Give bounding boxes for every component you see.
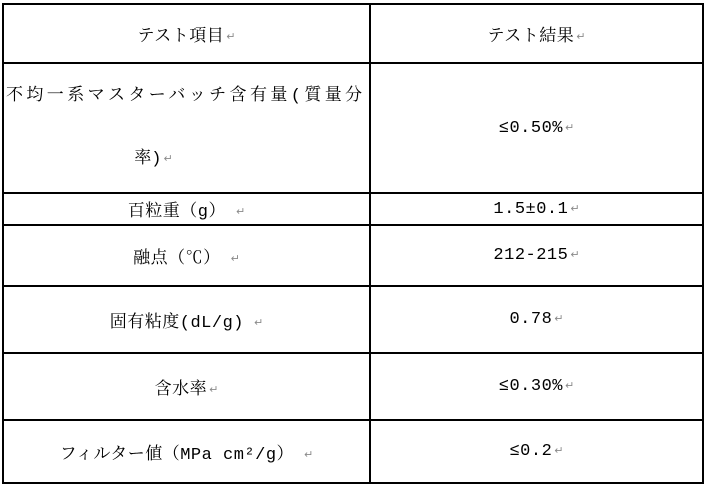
item-cell-masterbatch (3, 63, 370, 193)
filter-value-result-value: ≤0.2 (509, 442, 553, 461)
paragraph-mark-icon: ↵ (230, 251, 240, 265)
melting-point-item-label: 融点（℃） (133, 249, 221, 269)
paragraph-mark-icon: ↵ (565, 379, 575, 392)
header-test-result-label: テスト結果 (487, 27, 575, 47)
intrinsic-viscosity-result-value: 0.78 (509, 310, 553, 329)
masterbatch-item-line2: 率) ↵ (134, 149, 173, 169)
item-cell-intrinsic-viscosity (3, 286, 370, 353)
result-cell-hundred-grain-weight (370, 193, 703, 225)
result-cell-masterbatch (370, 63, 703, 193)
table-row-masterbatch (3, 63, 703, 193)
filter-value-item-label: フィルター値（MPa cm²/g） (59, 445, 295, 465)
result-cell-intrinsic-viscosity (370, 286, 703, 353)
water-content-item-label: 含水率 (154, 380, 208, 400)
header-test-item-label: テスト項目 (137, 27, 225, 47)
paragraph-mark-icon: ↵ (254, 315, 264, 329)
melting-point-result-value: 212-215 (493, 246, 569, 265)
result-cell-melting-point (370, 225, 703, 286)
masterbatch-item-line1: 不均一系マスターバッチ含有量(質量分 (6, 86, 366, 106)
table-row-water-content (3, 353, 703, 420)
table-header-row (3, 4, 703, 63)
table-row-melting-point (3, 225, 703, 286)
hundred-grain-weight-item-label: 百粒重（g） (127, 203, 226, 222)
paragraph-mark-icon: ↵ (554, 312, 564, 325)
table-row-hundred-grain-weight (3, 193, 703, 225)
paragraph-mark-icon: ↵ (554, 444, 564, 457)
header-cell-test-result (370, 4, 703, 63)
intrinsic-viscosity-item-label: 固有粘度(dL/g) (109, 313, 244, 333)
item-cell-water-content (3, 353, 370, 420)
water-content-result-value: ≤0.30% (498, 377, 563, 396)
test-results-table (2, 3, 704, 484)
paragraph-mark-icon: ↵ (209, 382, 219, 396)
header-cell-test-item (3, 4, 370, 63)
item-cell-hundred-grain-weight (3, 193, 370, 225)
hundred-grain-weight-result-value: 1.5±0.1 (493, 199, 569, 219)
paragraph-mark-icon: ↵ (163, 151, 173, 165)
item-cell-filter-value (3, 420, 370, 483)
masterbatch-result-value: ≤0.50% (498, 118, 563, 138)
table-row-filter-value (3, 420, 703, 483)
table-row-intrinsic-viscosity (3, 286, 703, 353)
item-cell-melting-point (3, 225, 370, 286)
result-cell-water-content (370, 353, 703, 420)
paragraph-mark-icon: ↵ (304, 447, 314, 461)
paragraph-mark-icon: ↵ (576, 29, 586, 43)
paragraph-mark-icon: ↵ (570, 201, 580, 215)
paragraph-mark-icon: ↵ (565, 120, 575, 134)
paragraph-mark-icon: ↵ (226, 29, 236, 43)
paragraph-mark-icon: ↵ (570, 248, 580, 261)
result-cell-filter-value (370, 420, 703, 483)
paragraph-mark-icon: ↵ (235, 205, 246, 218)
